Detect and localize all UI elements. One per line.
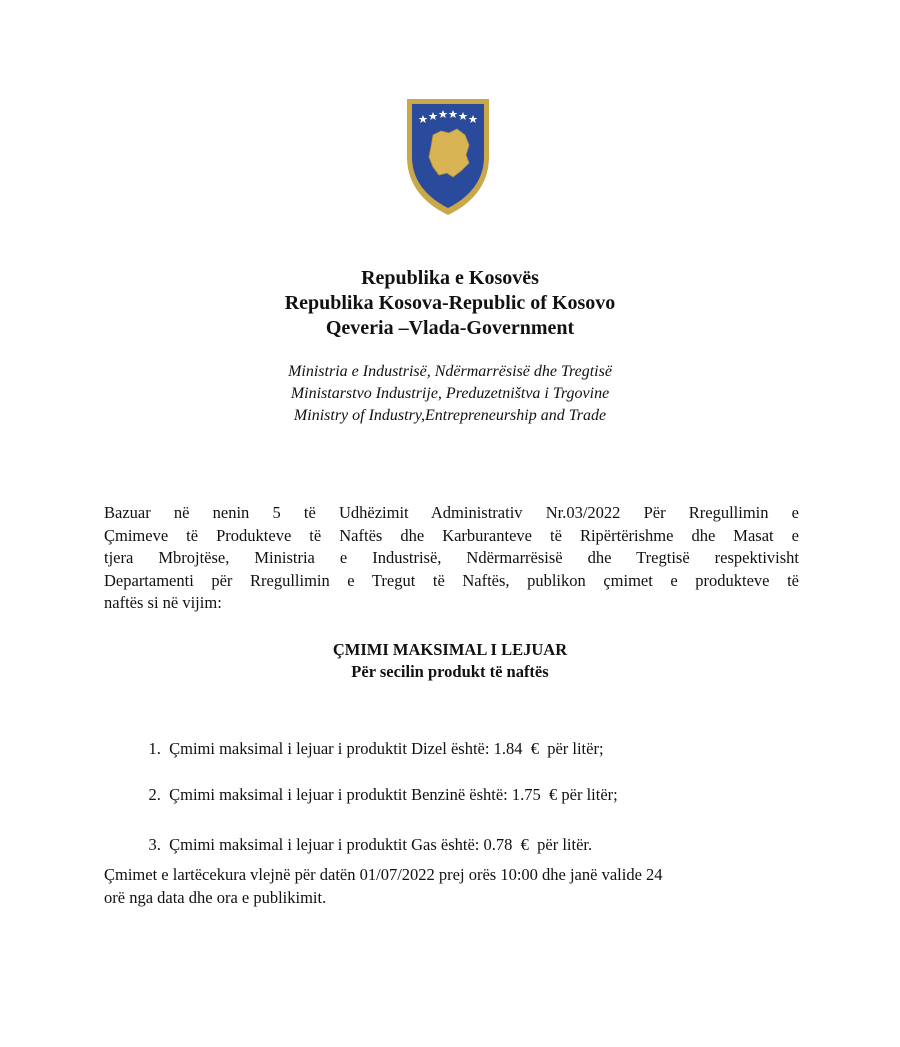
header-government: Qeveria –Vlada-Government [325, 317, 575, 339]
intro-line: Bazuar në nenin 5 të Udhëzimit Administrativ Nr.03/2022 Për Rregullimin e [104, 503, 799, 522]
kosovo-coat-of-arms-icon [403, 95, 493, 219]
price-item-text: Çmimi maksimal i lejuar i produktit Dizel është: 1.84 € për litër; [169, 739, 604, 758]
ministry-albanian: Ministria e Industrisë, Ndërmarrësisë dhe Tregtisë [288, 363, 612, 380]
government-header [0, 266, 900, 341]
price-item-text: Çmimi maksimal i lejuar i produktit Benzinë është: 1.75 € për litër; [169, 785, 618, 804]
intro-line: Departamenti për Rregullimin e Tregut të Naftës, publikon çmimet e produkteve të [104, 570, 799, 590]
intro-line: Çmimeve të Produkteve të Naftës dhe Karburanteve të Ripërtërishme dhe Masat e [104, 525, 799, 545]
closing-line: orë nga data dhe ora e publikimit. [104, 888, 327, 907]
price-title-sub: Për secilin produkt të naftës [351, 662, 549, 681]
closing-paragraph [104, 863, 804, 909]
intro-line: tjera Mbrojtëse, Ministria e Industrisë, Ndërmarrësisë dhe Tregtisë respektivisht [104, 548, 799, 567]
ministry-english: Ministry of Industry,Entrepreneurship and Trade [293, 407, 607, 424]
intro-paragraph [104, 502, 799, 615]
price-title-main: ÇMIMI MAKSIMAL I LEJUAR [332, 640, 568, 659]
price-title [0, 639, 900, 683]
price-item-number: 2. [148, 785, 161, 804]
price-item-text: Çmimi maksimal i lejuar i produktit Gas është: 0.78 € për litër. [169, 835, 593, 854]
ministry-serbian: Ministarstvo Industrije, Preduzetništva i Trgovine [290, 385, 610, 402]
price-item-number: 1. [148, 739, 161, 758]
header-republic-serbian-english: Republika Kosova-Republic of Kosovo [284, 292, 616, 314]
header-republic-albanian: Republika e Kosovës [361, 267, 539, 289]
ministry-header [0, 361, 900, 427]
price-item-number: 3. [148, 835, 161, 854]
closing-line: Çmimet e lartëcekura vlejnë për datën 01/07/2022 prej orës 10:00 dhe janë valide 24 [104, 865, 663, 884]
intro-line: naftës si në vijim: [104, 593, 222, 612]
